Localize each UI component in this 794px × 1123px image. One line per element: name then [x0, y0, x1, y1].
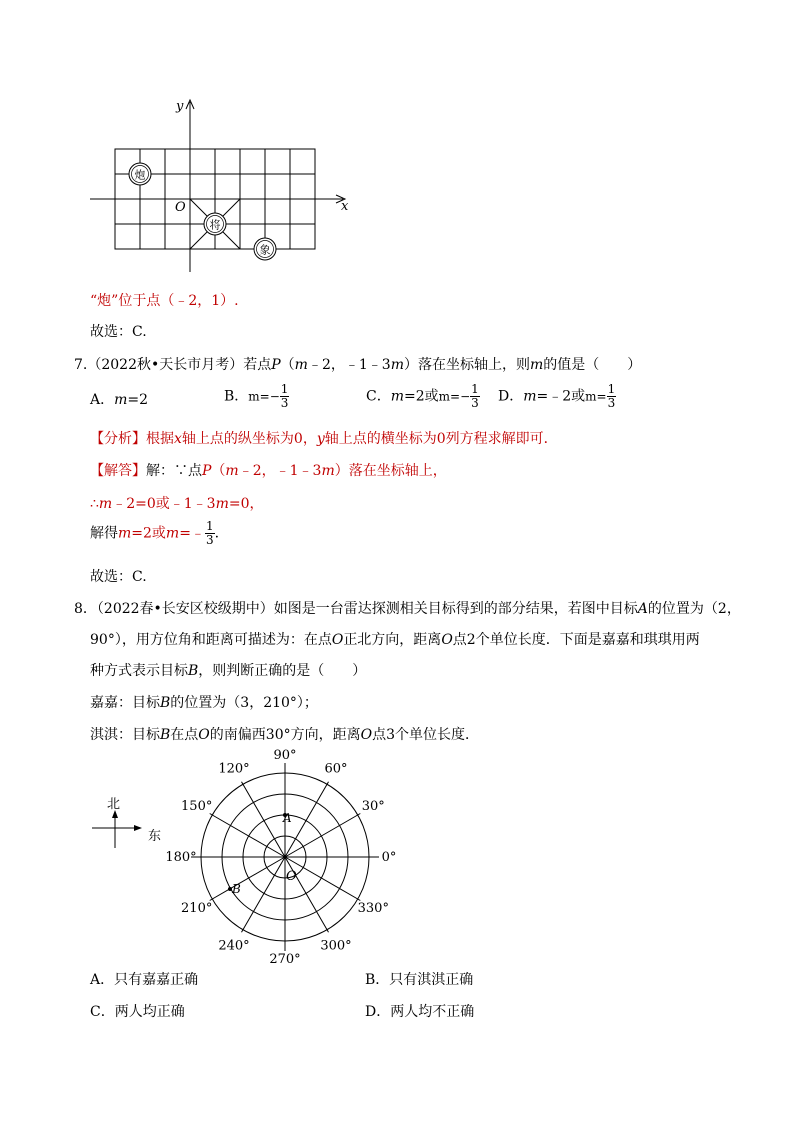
q6-answer-line: “炮”位于点（﹣2，1）.	[90, 293, 239, 309]
q8-text: 的南偏西30°方向，距离	[209, 727, 361, 743]
q7-stem-text: 若点	[243, 357, 272, 373]
solution-text: 解：∵点	[146, 463, 202, 479]
q8-text: 8．（2022春•长安区校级期中）如图是一台雷达探测相关目标得到的部分结果，若图中目标	[74, 601, 638, 617]
piece-xiang	[254, 238, 276, 260]
q7-coords-post: ）落在坐标轴上，则	[403, 357, 530, 373]
radar-angle-label: 210°	[181, 901, 213, 916]
solution-var: m	[225, 463, 239, 479]
step-text: =0，	[228, 496, 264, 512]
option-var: m	[523, 388, 537, 405]
step-var: m	[215, 496, 229, 512]
piece-jiang	[204, 213, 226, 235]
q6-choice-line	[90, 322, 147, 342]
q8-text: 种方式表示目标	[90, 663, 188, 679]
q7-stem	[74, 355, 641, 375]
q8-option-d[interactable]: D．两人均不正确	[365, 1004, 475, 1020]
option-var: m	[390, 388, 404, 405]
q8-line-1	[74, 599, 741, 619]
radar-angle-label: 120°	[218, 761, 250, 777]
q8-text: 在点	[170, 727, 199, 743]
q8-var: B	[160, 727, 171, 743]
solve-text: =﹣	[179, 525, 205, 542]
analysis-tag: 【分析】	[90, 431, 146, 447]
fraction-denominator: 3	[471, 396, 479, 410]
q7-var-m: m	[529, 357, 544, 373]
option-text: =2	[127, 392, 149, 408]
solve-var: m	[165, 525, 180, 542]
point-b-label: B	[232, 882, 241, 896]
q7-option-b[interactable]	[224, 383, 289, 410]
q8-jiajia-line	[90, 693, 318, 713]
fraction	[280, 383, 290, 410]
option-label: A．	[90, 392, 115, 408]
radar-ray-240	[242, 857, 286, 932]
svg-text:炮: 炮	[134, 168, 146, 182]
q8-qiqi-line	[90, 725, 479, 745]
piece-pao	[129, 163, 151, 185]
origin-label: O	[175, 200, 186, 215]
q7-number: 7.	[74, 357, 88, 373]
option-label: B．	[224, 388, 249, 405]
radar-angle-label: 90°	[273, 748, 297, 763]
radar-figure	[165, 748, 410, 967]
solve-text: .	[214, 525, 220, 542]
q8-line-3	[90, 661, 366, 681]
q8-var: B	[160, 695, 171, 711]
solve-var: m	[118, 525, 132, 542]
svg-text:将: 将	[209, 218, 221, 232]
q8-text: 90°），用方位角和距离可描述为：在点	[90, 632, 332, 648]
option-text: m=−	[438, 389, 471, 404]
option-label: D．	[498, 388, 524, 405]
q8-text: 的位置为（3，210°）；	[170, 695, 318, 711]
fraction-numerator: 1	[471, 382, 479, 396]
solve-text: =2或	[131, 525, 166, 542]
q7-analysis	[90, 429, 558, 449]
radar-angle-label: 60°	[324, 761, 348, 777]
q8-text: 淇淇：目标	[90, 727, 160, 743]
q8-text: 正北方向，距离	[343, 632, 442, 648]
radar-angle-label: 150°	[181, 799, 213, 814]
fraction	[607, 383, 617, 410]
q8-var: O	[331, 632, 344, 648]
q7-coords-mid: ﹣2，﹣1﹣3	[307, 357, 391, 373]
radar-angle-label: 30°	[361, 799, 385, 814]
east-arrow-icon	[134, 825, 142, 831]
compass-figure	[88, 790, 168, 850]
solution-var: m	[321, 463, 335, 479]
radar-angle-label: 270°	[269, 952, 301, 967]
option-label: C．	[366, 388, 391, 405]
chess-grid-figure	[85, 95, 355, 285]
fraction-denominator: 3	[205, 533, 214, 547]
solution-text: ﹣2，﹣1﹣3	[238, 463, 322, 479]
q7-source: （2022秋•天长市月考）	[87, 357, 244, 373]
fraction-denominator: 3	[280, 396, 289, 410]
option-text: =2或	[404, 388, 439, 405]
q8-var: O	[360, 727, 373, 743]
q8-line-2	[90, 630, 700, 650]
q8-text: 嘉嘉：目标	[90, 695, 160, 711]
q8-option-b[interactable]: B．只有淇淇正确	[365, 972, 474, 988]
step-text: ∴	[90, 496, 99, 512]
q7-stem-end: 的值是（ ）	[543, 357, 642, 373]
north-label: 北	[107, 797, 121, 812]
q8-var: B	[188, 663, 199, 679]
q7-option-d[interactable]	[498, 383, 616, 410]
q8-text: 点2个单位长度．下面是嘉嘉和琪琪用两	[452, 632, 700, 648]
radar-angle-label: 180°	[165, 850, 197, 865]
fraction	[205, 520, 215, 547]
solution-text: （	[211, 463, 226, 479]
radar-ray-210	[210, 857, 285, 901]
radar-angle-label: 0°	[381, 850, 397, 865]
q7-var-m: m	[390, 357, 404, 373]
q7-choice-line: 故选：C.	[90, 569, 147, 585]
option-text: m=−	[248, 389, 280, 404]
q7-solution	[90, 461, 447, 481]
q6-choice-text: 故选：C.	[90, 324, 147, 340]
solution-var: P	[202, 463, 212, 479]
radar-ray-120	[242, 782, 286, 857]
q8-text: ，则判断正确的是（ ）	[198, 663, 367, 679]
solution-text: ）落在坐标轴上，	[334, 463, 447, 479]
q8-var: O	[441, 632, 453, 648]
fraction-numerator: 1	[205, 519, 214, 533]
option-var: m	[114, 392, 128, 408]
radar-ray-30	[285, 814, 360, 858]
option-text: =﹣2或	[536, 388, 586, 405]
q7-step	[90, 494, 263, 514]
analysis-text: 轴上点的纵坐标为0，	[181, 431, 317, 447]
solve-text: 解得	[90, 525, 118, 542]
option-text: m=	[585, 389, 607, 404]
q7-var-m: m	[294, 357, 308, 373]
radar-angle-label: 330°	[357, 901, 389, 916]
q7-option-a[interactable]	[90, 390, 148, 410]
q7-option-c[interactable]	[366, 383, 480, 410]
east-label: 东	[148, 829, 162, 844]
step-var: m	[98, 496, 113, 512]
q8-option-c[interactable]: C．两人均正确	[90, 1004, 185, 1020]
radar-angle-label: 240°	[218, 938, 250, 954]
q8-option-a[interactable]: A．只有嘉嘉正确	[90, 972, 199, 988]
analysis-text: 根据	[146, 431, 174, 447]
radar-ray-150	[210, 814, 285, 858]
radar-origin-label: O	[286, 869, 297, 884]
y-axis-label: y	[176, 99, 184, 114]
fraction-numerator: 1	[607, 382, 616, 396]
q8-var: A	[637, 601, 648, 617]
q8-var: O	[198, 727, 210, 743]
x-axis-label: x	[341, 199, 349, 214]
fraction	[470, 383, 480, 410]
point-a-label: A	[283, 811, 292, 825]
fraction-denominator: 3	[607, 396, 616, 410]
analysis-var: x	[174, 431, 182, 447]
q8-text: 的位置为（2，	[647, 601, 741, 617]
step-text: ﹣2=0或﹣1﹣3	[112, 496, 216, 512]
q7-solve-line	[90, 520, 219, 547]
q7-point: P	[271, 357, 281, 373]
analysis-var: y	[316, 431, 325, 447]
radar-angle-label: 300°	[320, 938, 352, 954]
fraction-numerator: 1	[280, 382, 289, 396]
svg-text:象: 象	[259, 243, 271, 257]
q8-text: 点3个单位长度．	[372, 727, 480, 743]
analysis-text: 轴上点的横坐标为0列方程求解即可．	[324, 431, 558, 447]
q7-coords-pre: （	[280, 357, 295, 373]
solution-tag: 【解答】	[90, 463, 146, 479]
